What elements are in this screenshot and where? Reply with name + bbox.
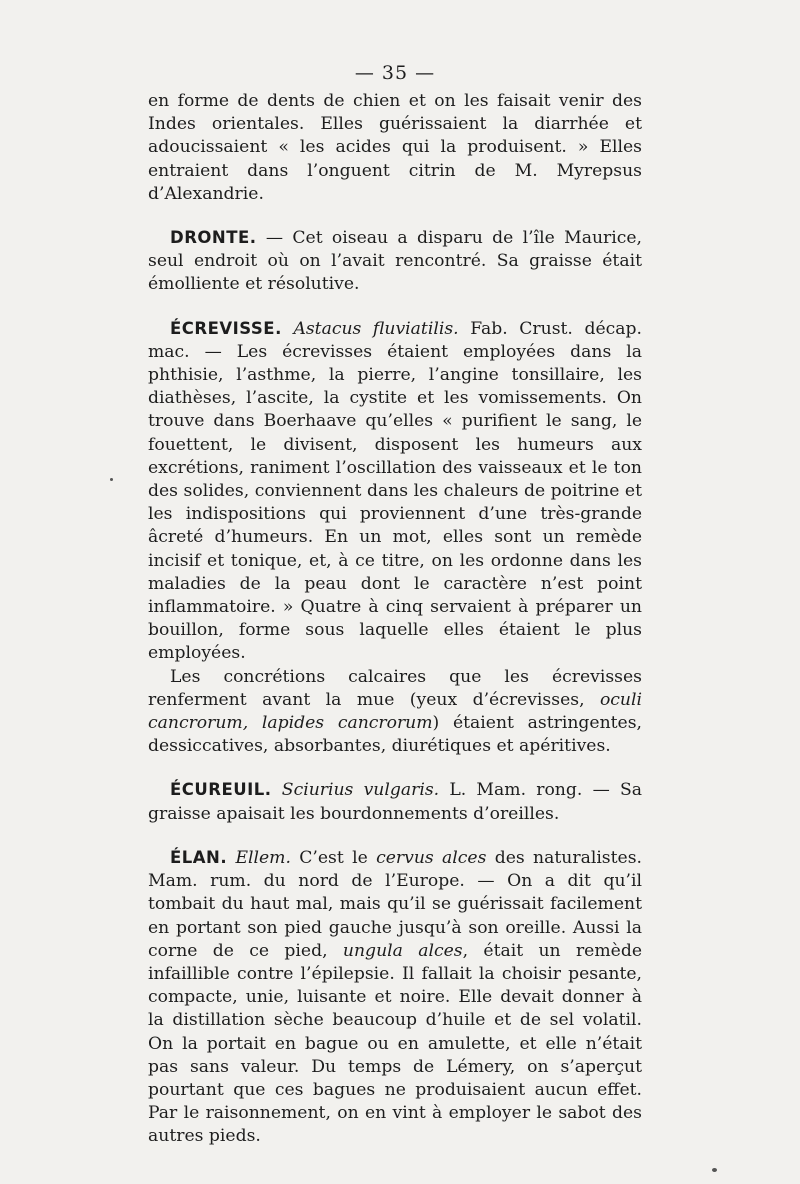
entry-latin-ecureuil: Sciurius vulgaris.	[281, 780, 440, 801]
continuation-paragraph: en forme de dents de chien et on les faisait venir des Indes orientales. Elles guérissaient la diarrhée et adoucissaient « les acides qui la produisent. » Elles entraient dans l’onguent citrin de M. Myrepsus d’Alexandrie.	[148, 91, 642, 204]
entry-text-dronte: — Cet oiseau a disparu de l’île Maurice, seul endroit où on l’avait rencontré. Sa graisse était émolliente et résolutive.	[148, 228, 642, 295]
page-number: — 35 —	[354, 62, 436, 84]
entry-head-elan: ÉLAN.	[170, 847, 228, 867]
para2-start: Les concrétions calcaires que les écrevisses renferment avant la mue (yeux d’écrevisses,	[148, 666, 642, 710]
entry-head-ecureuil: ÉCUREUIL.	[170, 780, 272, 800]
entry-text-ecrevisse: Fab. Crust. décap. mac. — Les écrevisses étaient employées dans la phthisie, l’asthme, la pierre, l’angine tonsillaire, les diathèses, l’ascite, la cystite et les vomissements. On trouve dans Boerhaave qu’elles « purifient le sang, le fouettent, le divisent, disposent les humeurs aux excrétions, raniment l’oscillation des vaisseaux et le ton des solides, conviennent dans les chaleurs de poitrine et les indispositions qui proviennent d’une très-grande âcreté d’humeurs. En un mot, elles sont un remède incisif et tonique, et, à ce titre, on les ordonne dans les maladies de la peau dont le caractère n’est point inflammatoire. » Quatre à cinq servaient à préparer un bouillon, forme sous laquelle elles étaient le plus employées.	[148, 318, 642, 664]
entry-text-elan-c: , était un remède infaillible contre l’épilepsie. Il fallait la choisir pesante, compacte, unie, luisante et noire. Elle devait donner à la distillation sèche beaucoup d’huile et de sel volatil. On la portait en bague ou en amulette, et elle n’était pas sans valeur. Du temps de Lémery, on s’aperçut pourtant que ces bagues ne produisaient aucun effet. Par le raisonnement, on en vint à employer le sabot des autres pieds.	[148, 940, 642, 1147]
entry-latin3-elan: ungula alces	[342, 940, 463, 961]
page-body	[148, 90, 642, 1149]
entry-latin-elan: Ellem.	[235, 847, 291, 868]
entry-ecrevisse	[148, 317, 642, 759]
entry-elan	[148, 846, 642, 1149]
entry-ecureuil	[148, 778, 642, 825]
entry-text-elan-a: C’est le	[290, 847, 377, 868]
paper-speck	[110, 478, 113, 481]
entry-ecrevisse-para2	[148, 666, 642, 759]
paper-speck	[712, 1168, 717, 1172]
entry-dronte	[148, 226, 642, 297]
entry-latin-ecrevisse: Astacus fluviatilis.	[293, 318, 459, 339]
book-page	[148, 62, 642, 1149]
entry-head-dronte: DRONTE.	[170, 228, 257, 248]
entry-text-elan-b: des naturalistes. Mam. rum. du nord de l’Europe. — On a dit qu’il tombait du haut mal, mais qu’il se guérissait facilement en portant son pied gauche jusqu’à son oreille. Aussi la corne de ce pied,	[148, 847, 642, 961]
entry-latin2-elan: cervus alces	[376, 847, 487, 868]
entry-head-ecrevisse: ÉCREVISSE.	[170, 318, 282, 338]
entry-text-ecureuil: L. Mam. rong. — Sa graisse apaisait les bourdonnements d’oreilles.	[148, 780, 642, 824]
para2-end: ) étaient astringentes, dessiccatives, absorbantes, diurétiques et apéritives.	[148, 713, 642, 757]
para2-latin: oculi cancrorum, lapides cancrorum	[148, 689, 642, 734]
